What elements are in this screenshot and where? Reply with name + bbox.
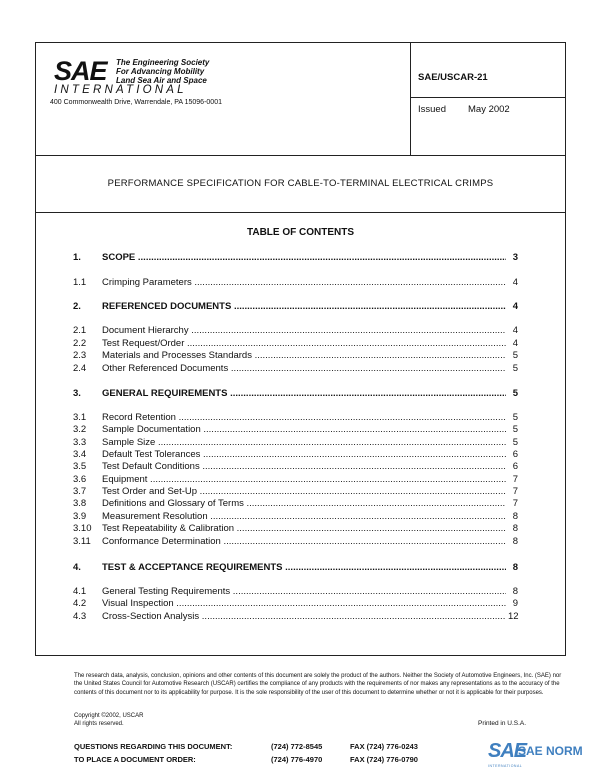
toc-entry: [0, 388, 600, 400]
questions-label: QUESTIONS REGARDING THIS DOCUMENT:: [74, 742, 233, 751]
disclaimer: The research data, analysis, conclusion, opinions and other contents of this document are solely the product of the authors. Neither the Society of Automotive Engineers, Inc. (SAE) nor the United States Council for Automotive Research (USCAR) certifies the compliance of any products with the requirements of nor makes any representations as to the accuracy of the contents of this document nor to its applicability for purpose. It is the sole responsibility of the user of this document to determine whether or not it is applicable for their purposes.: [74, 673, 562, 696]
toc-page: 6: [506, 449, 518, 460]
toc-page: 5: [506, 424, 518, 435]
toc-number: 3.2: [73, 424, 87, 435]
norm-logo-sub: INTERNATIONAL: [488, 764, 523, 768]
toc-label: Sample Documentation .....: [102, 424, 518, 435]
toc-label: Sample Size .....: [102, 437, 518, 448]
toc-entry: [0, 523, 600, 535]
toc-entry: [0, 252, 600, 264]
questions-fax: FAX (724) 776-0243: [350, 742, 418, 751]
toc-number: 2.3: [73, 350, 87, 361]
sae-logo: [54, 56, 244, 96]
toc-label: Test Repeatability & Calibration .....: [102, 523, 518, 534]
toc-number: 4.3: [73, 611, 87, 622]
toc-label: Materials and Processes Standards .....: [102, 350, 518, 361]
toc-number: 4.1: [73, 586, 87, 597]
toc-number: 2.2: [73, 338, 87, 349]
toc-page: 5: [506, 388, 518, 399]
toc-number: 3.10: [73, 523, 92, 534]
toc-page: 12: [508, 611, 519, 622]
copyright: [74, 712, 143, 728]
toc-number: 2.: [73, 301, 81, 312]
toc-number: 3.11: [73, 536, 91, 547]
toc-number: 3.7: [73, 486, 87, 497]
copyright-line: Copyright ©2002, USCAR: [74, 713, 144, 719]
tagline-line: Land Sea Air and Space: [116, 76, 207, 85]
toc-entry: [0, 338, 600, 350]
toc-entry: [0, 486, 600, 498]
issued-date: May 2002: [468, 104, 510, 115]
toc-page: 8: [506, 523, 518, 534]
toc-page: 9: [506, 598, 518, 609]
header-divider-right: [410, 97, 566, 98]
toc-entry: [0, 449, 600, 461]
toc-entry: [0, 412, 600, 424]
toc-label: Conformance Determination .....: [102, 536, 518, 547]
toc-page: 4: [506, 325, 518, 336]
toc-label: REFERENCED DOCUMENTS .....: [102, 301, 518, 312]
toc-page: 8: [506, 586, 518, 597]
toc-page: 5: [506, 350, 518, 361]
toc-label: Crimping Parameters .....: [102, 277, 518, 288]
toc-page: 4: [506, 338, 518, 349]
toc-entry: [0, 536, 600, 548]
toc-page: 5: [506, 412, 518, 423]
toc-entry: [0, 562, 600, 574]
toc-label: Document Hierarchy .....: [102, 325, 518, 336]
toc-entry: [0, 277, 600, 289]
toc-entry: [0, 363, 600, 375]
toc-number: 2.4: [73, 363, 87, 374]
toc-entry: [0, 424, 600, 436]
header-divider-vertical: [410, 42, 411, 155]
toc-label: Test Order and Set-Up .....: [102, 486, 518, 497]
toc-number: 3.4: [73, 449, 87, 460]
header-bottom-rule: [35, 155, 566, 156]
toc-number: 3.: [73, 388, 81, 399]
title-bottom-rule: [35, 212, 566, 213]
toc-label: Test Default Conditions .....: [102, 461, 518, 472]
toc-number: 2.1: [73, 325, 87, 336]
toc-page: 5: [506, 363, 518, 374]
toc-label: Other Referenced Documents .....: [102, 363, 518, 374]
toc-label: GENERAL REQUIREMENTS .....: [102, 388, 518, 399]
toc-page: 8: [506, 562, 518, 573]
toc-entry: [0, 301, 600, 313]
toc-number: 4.2: [73, 598, 87, 609]
norm-logo-text: SAE NORM: [518, 744, 583, 758]
toc-number: 4.: [73, 562, 81, 573]
toc-label: Test Request/Order .....: [102, 338, 518, 349]
toc-number: 1.1: [73, 277, 87, 288]
toc-number: 1.: [73, 252, 81, 263]
tagline-line: For Advancing Mobility: [116, 67, 205, 76]
toc-page: 8: [506, 536, 518, 547]
toc-page: 7: [506, 498, 518, 509]
toc-entry: [0, 350, 600, 362]
tagline-line: The Engineering Society: [116, 58, 210, 67]
toc-entry: [0, 461, 600, 473]
sae-norm-logo: [488, 740, 584, 770]
order-fax: FAX (724) 776-0790: [350, 755, 418, 764]
order-phone: (724) 776-4970: [271, 755, 323, 764]
toc-entry: [0, 598, 600, 610]
printed-in: Printed in U.S.A.: [478, 720, 527, 727]
sae-tagline: [116, 58, 236, 85]
toc-page: 4: [506, 301, 518, 312]
order-label: TO PLACE A DOCUMENT ORDER:: [74, 755, 196, 764]
toc-page: 4: [506, 277, 518, 288]
copyright-line: All rights reserved.: [74, 721, 124, 727]
toc-number: 3.6: [73, 474, 87, 485]
toc-entry: [0, 511, 600, 523]
toc-label: Default Test Tolerances .....: [102, 449, 518, 460]
document-title: PERFORMANCE SPECIFICATION FOR CABLE-TO-TERMINAL ELECTRICAL CRIMPS: [107, 178, 494, 189]
sae-wordmark: SAE: [54, 56, 107, 86]
toc-page: 7: [506, 486, 518, 497]
toc-label: SCOPE .....: [102, 252, 518, 263]
toc-number: 3.9: [73, 511, 87, 522]
document-number: SAE/USCAR-21: [418, 72, 488, 83]
issued-line: [418, 104, 510, 115]
toc-entry: [0, 325, 600, 337]
toc-entry: [0, 498, 600, 510]
toc-page: 3: [506, 252, 518, 263]
norm-logo-sae: SAE: [488, 740, 527, 762]
toc-page: 8: [506, 511, 518, 522]
toc-label: TEST & ACCEPTANCE REQUIREMENTS .....: [102, 562, 518, 573]
toc-label: Definitions and Glossary of Terms .....: [102, 498, 518, 509]
toc-label: General Testing Requirements .....: [102, 586, 518, 597]
toc-label: Cross-Section Analysis .....: [102, 611, 518, 622]
toc-page: 5: [506, 437, 518, 448]
toc-entry: [0, 611, 600, 623]
toc-label: Equipment .....: [102, 474, 518, 485]
toc-entry: [0, 437, 600, 449]
questions-phone: (724) 772-8545: [271, 742, 323, 751]
toc-number: 3.1: [73, 412, 87, 423]
toc-page: 6: [506, 461, 518, 472]
sae-international: INTERNATIONAL: [54, 84, 187, 96]
toc-entry: [0, 474, 600, 486]
toc-heading: TABLE OF CONTENTS: [246, 227, 355, 238]
toc-label: Visual Inspection .....: [102, 598, 518, 609]
toc-number: 3.3: [73, 437, 87, 448]
toc-label: Measurement Resolution .....: [102, 511, 518, 522]
toc-page: 7: [506, 474, 518, 485]
toc-label: Record Retention .....: [102, 412, 518, 423]
issued-label: Issued: [418, 104, 446, 115]
address: 400 Commonwealth Drive, Warrendale, PA 15096-0001: [50, 99, 222, 106]
toc-number: 3.5: [73, 461, 87, 472]
toc-entry: [0, 586, 600, 598]
toc-number: 3.8: [73, 498, 87, 509]
